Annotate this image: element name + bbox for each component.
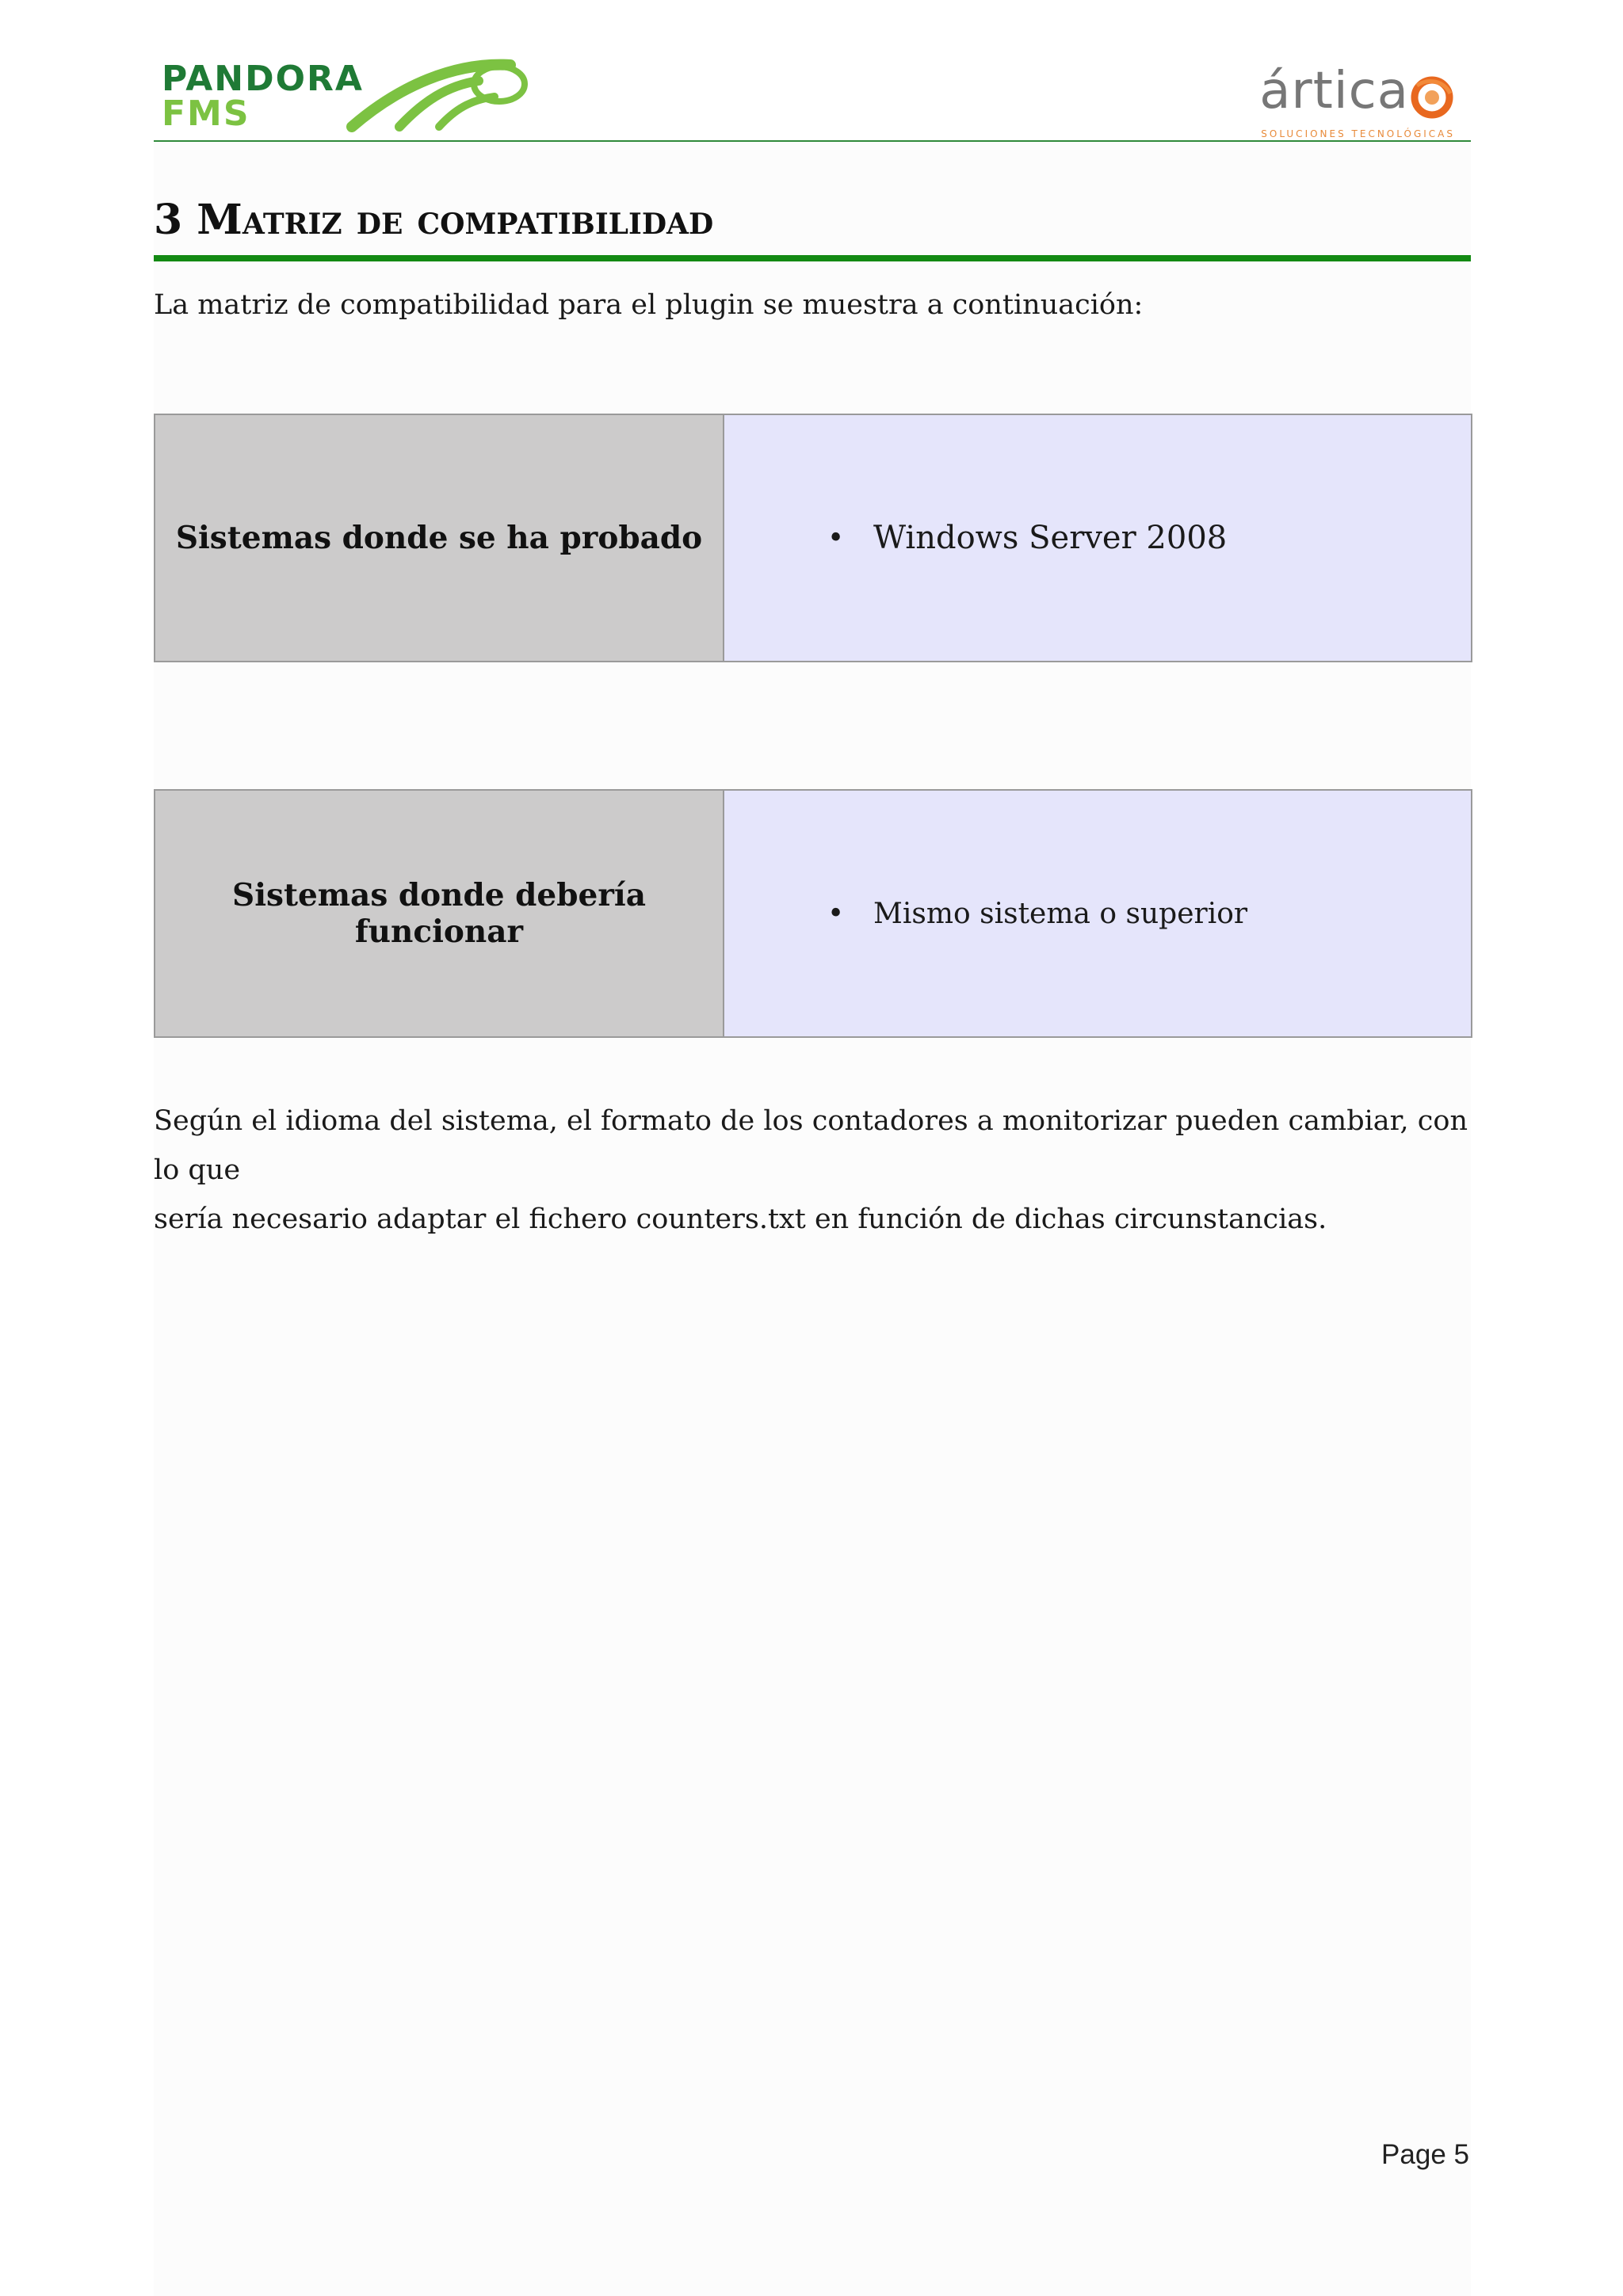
tested-systems-table: [154, 414, 1472, 662]
header-divider: [154, 140, 1471, 142]
intro-paragraph: La matriz de compatibilidad para el plugin se muestra a continuación:: [154, 289, 1144, 321]
section-number: 3: [154, 196, 183, 244]
page-label: Page: [1381, 2139, 1446, 2170]
tested-systems-value: Windows Server 2008: [873, 520, 1228, 556]
artica-wordmark: ártica: [1259, 62, 1409, 120]
section-title: Matriz de compatibilidad: [197, 196, 714, 244]
bullet: •: [827, 521, 845, 555]
artica-tagline: SOLUCIONES TECNOLÓGICAS: [1261, 128, 1455, 139]
expected-systems-value: Mismo sistema o superior: [873, 897, 1248, 930]
note-line-1: Según el idioma del sistema, el formato de los contadores a monitorizar pueden cambiar, con lo que: [154, 1105, 1468, 1186]
logo-line-pandora: PANDORA: [162, 59, 364, 99]
expected-systems-label: Sistemas donde debería funcionar: [155, 791, 724, 1036]
artica-logo: [1225, 59, 1463, 138]
page-header: [154, 48, 1471, 141]
page-number-value: 5: [1453, 2139, 1469, 2170]
tested-systems-value-cell: [724, 415, 1471, 661]
page-number: [1381, 2139, 1469, 2171]
note-paragraph: [154, 1097, 1471, 1244]
tested-systems-label: Sistemas donde se ha probado: [155, 415, 724, 661]
bullet: •: [827, 897, 845, 930]
pandora-fms-logo: [162, 54, 534, 141]
note-line-2: sería necesario adaptar el fichero counters.txt en función de dichas circunstancias.: [154, 1203, 1327, 1235]
expected-systems-table: [154, 789, 1472, 1038]
artica-orange-ring-icon: [1409, 74, 1455, 120]
pandora-swoosh-icon: [344, 54, 534, 133]
section-heading: [154, 195, 1471, 246]
heading-underline: [154, 255, 1471, 261]
logo-line-fms: FMS: [162, 93, 250, 134]
expected-systems-value-cell: [724, 791, 1471, 1036]
